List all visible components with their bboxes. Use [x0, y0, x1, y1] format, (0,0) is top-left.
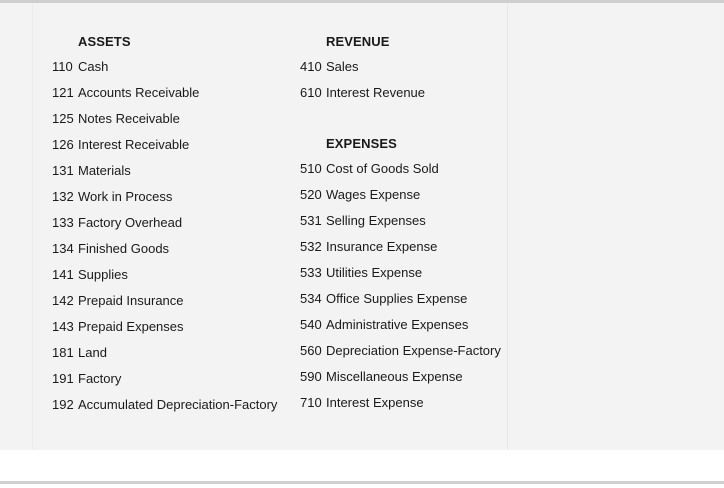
account-row [52, 340, 312, 366]
account-number: 110 [52, 59, 73, 74]
account-number: 142 [52, 293, 74, 308]
account-number: 533 [300, 265, 322, 280]
panel-left-border [32, 3, 33, 450]
account-name: Sales [326, 59, 359, 74]
account-name: Finished Goods [78, 241, 170, 256]
account-number: 191 [52, 371, 74, 386]
account-row [52, 184, 312, 210]
account-name: Office Supplies Expense [326, 291, 468, 306]
account-name: Accounts Receivable [78, 85, 200, 100]
account-name: Cost of Goods Sold [326, 161, 439, 176]
account-number: 534 [300, 291, 322, 306]
account-name: Utilities Expense [326, 265, 423, 280]
account-number: 532 [300, 239, 322, 254]
account-number: 520 [300, 187, 322, 202]
account-row [300, 338, 560, 364]
account-number: 125 [52, 111, 74, 126]
account-row [300, 364, 560, 390]
account-row [52, 262, 312, 288]
account-name: Wages Expense [326, 187, 421, 202]
account-number: 134 [52, 241, 74, 256]
account-row [52, 288, 312, 314]
account-name: Administrative Expenses [326, 317, 469, 332]
account-row [52, 236, 312, 262]
account-row [300, 182, 560, 208]
account-name: Factory Overhead [78, 215, 183, 230]
account-number: 131 [52, 163, 74, 178]
account-number: 710 [300, 395, 322, 410]
account-number: 133 [52, 215, 74, 230]
account-name: Miscellaneous Expense [326, 369, 463, 384]
account-name: Interest Expense [326, 395, 424, 410]
account-row [52, 392, 312, 418]
account-number: 121 [52, 85, 74, 100]
account-row [52, 314, 312, 340]
account-row [52, 132, 312, 158]
account-number: 126 [52, 137, 74, 152]
account-name: Prepaid Insurance [78, 293, 184, 308]
account-row [300, 312, 560, 338]
account-number: 410 [300, 59, 322, 74]
account-number: 531 [300, 213, 322, 228]
account-row [52, 210, 312, 236]
account-name: Prepaid Expenses [78, 319, 184, 334]
account-number: 181 [52, 345, 74, 360]
account-number: 192 [52, 397, 74, 412]
account-number: 610 [300, 85, 322, 100]
account-name: Depreciation Expense-Factory [326, 343, 501, 358]
account-number: 141 [52, 267, 74, 282]
revenue-heading: REVENUE [326, 34, 390, 49]
account-name: Selling Expenses [326, 213, 426, 228]
account-row [300, 260, 560, 286]
account-name: Work in Process [78, 189, 173, 204]
account-number: 143 [52, 319, 74, 334]
account-row [300, 156, 560, 182]
account-name: Factory [78, 371, 122, 386]
assets-heading: ASSETS [78, 34, 131, 49]
account-number: 540 [300, 317, 322, 332]
account-row [52, 366, 312, 392]
account-row [300, 208, 560, 234]
account-row [52, 106, 312, 132]
account-name: Accumulated Depreciation-Factory [78, 397, 278, 412]
account-row [52, 54, 312, 80]
account-row [52, 158, 312, 184]
account-name: Land [78, 345, 107, 360]
account-row [300, 390, 560, 416]
account-name: Interest Revenue [326, 85, 426, 100]
account-name: Interest Receivable [78, 137, 190, 152]
expenses-heading: EXPENSES [326, 136, 397, 151]
account-name: Materials [78, 163, 131, 178]
account-row [300, 80, 560, 106]
bottom-divider [0, 481, 724, 484]
account-number: 132 [52, 189, 74, 204]
account-name: Notes Receivable [78, 111, 180, 126]
account-number: 510 [300, 161, 322, 176]
account-number: 590 [300, 369, 322, 384]
account-name: Supplies [78, 267, 128, 282]
account-row [300, 54, 560, 80]
account-name: Cash [78, 59, 109, 74]
account-row [300, 234, 560, 260]
account-name: Insurance Expense [326, 239, 438, 254]
account-row [300, 286, 560, 312]
account-row [52, 80, 312, 106]
account-number: 560 [300, 343, 322, 358]
